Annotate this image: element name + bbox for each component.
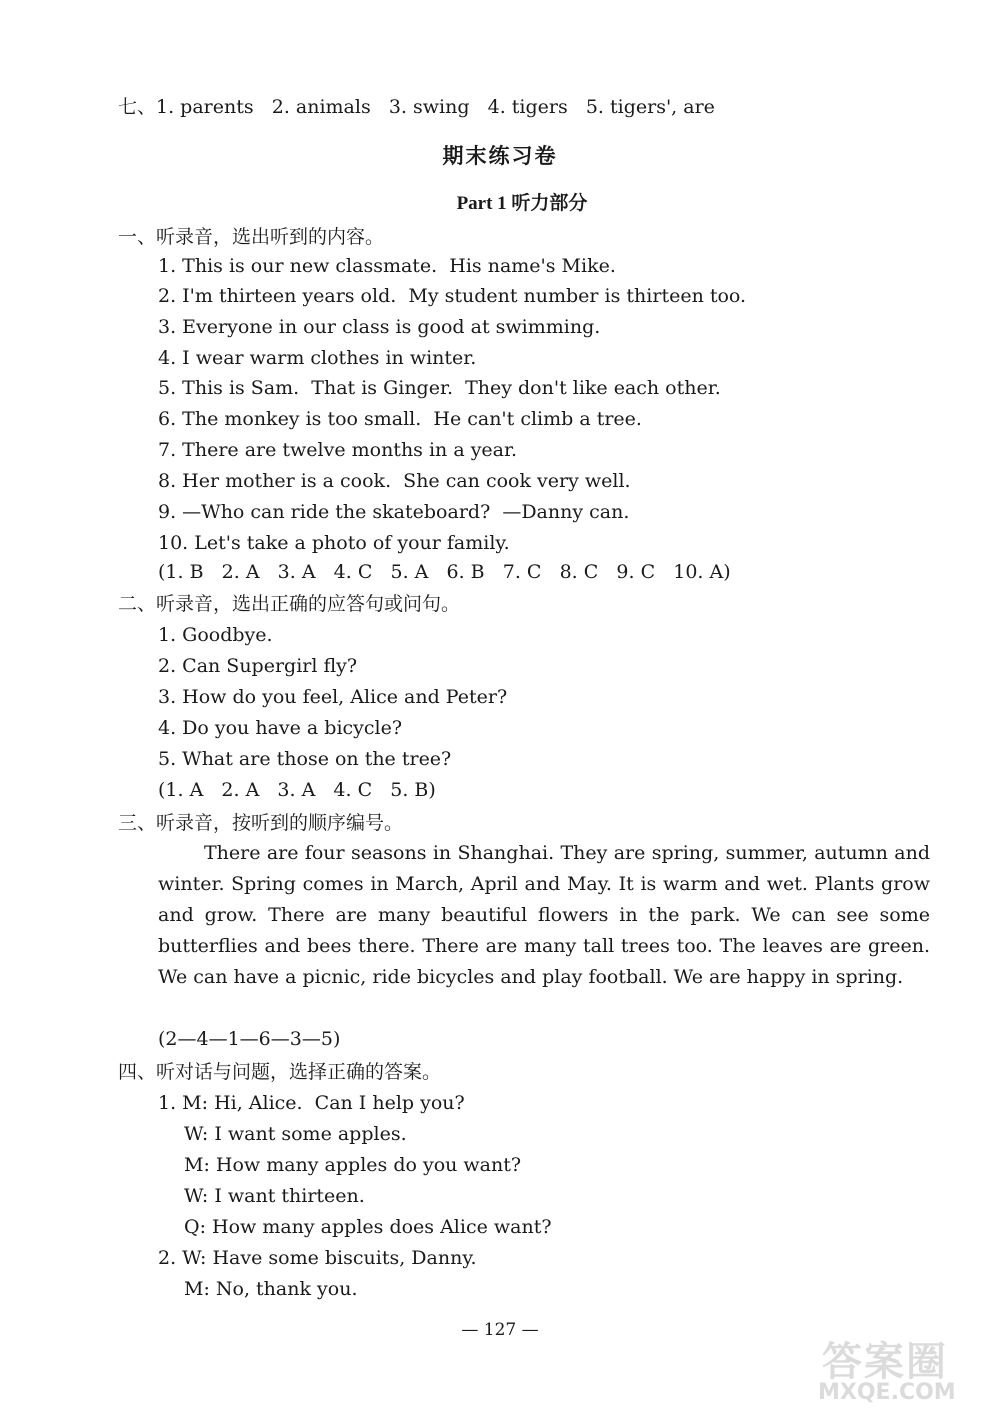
page-title: 期末练习卷 (442, 144, 558, 168)
watermark-logo (812, 1330, 992, 1410)
answer-line-seven: 七、1. parents 2. animals 3. swing 4. tigers 5. tigers', are (118, 96, 715, 118)
section-1-heading: 一、听录音，选出听到的内容。 (118, 226, 385, 248)
dialogue-line: 2. W: Have some biscuits, Danny. (158, 1247, 477, 1269)
section-4-heading: 四、听对话与问题，选择正确的答案。 (118, 1061, 442, 1083)
section-2-item: 2. Can Supergirl fly? (158, 655, 358, 677)
section-2-item: 3. How do you feel, Alice and Peter? (158, 686, 508, 708)
section-1-item: 1. This is our new classmate. His name's Mike. (158, 255, 616, 277)
watermark-text-en: MXQE.COM (818, 1380, 956, 1405)
section-2-item: 5. What are those on the tree? (158, 748, 452, 770)
dialogue-line: Q: How many apples does Alice want? (184, 1216, 552, 1238)
dialogue-line: M: No, thank you. (184, 1278, 358, 1300)
section-2-item: 1. Goodbye. (158, 624, 273, 646)
section-3-heading: 三、听录音，按听到的顺序编号。 (118, 812, 404, 834)
section-1-item: 7. There are twelve months in a year. (158, 439, 518, 461)
section-3-answers: (2—4—1—6—3—5) (158, 1028, 341, 1050)
section-2-answers: (1. A 2. A 3. A 4. C 5. B) (158, 779, 436, 801)
dialogue-line: M: How many apples do you want? (184, 1154, 522, 1176)
dialogue-line: 1. M: Hi, Alice. Can I help you? (158, 1092, 465, 1114)
section-1-item: 8. Her mother is a cook. She can cook very well. (158, 470, 631, 492)
part-heading: Part 1 听力部分 (456, 193, 588, 214)
section-1-item: 6. The monkey is too small. He can't climb a tree. (158, 408, 642, 430)
dialogue-line: W: I want some apples. (184, 1123, 407, 1145)
section-1-answers: (1. B 2. A 3. A 4. C 5. A 6. B 7. C 8. C 9. C 10. A) (158, 561, 731, 583)
section-1-item: 4. I wear warm clothes in winter. (158, 347, 477, 369)
dialogue-line: W: I want thirteen. (184, 1185, 365, 1207)
section-2-item: 4. Do you have a bicycle? (158, 717, 403, 739)
section-3-paragraph: There are four seasons in Shanghai. They are spring, summer, autumn and winter. Spring comes in March, April and May. It is warm and wet. Plants grow and grow. There are many beautiful flowers in the park. We can see some butterflies and bees there. There are many tall trees too. The leaves are green. We can have a picnic, ride bicycles and play football. We are happy in spring. (158, 842, 930, 988)
section-1-item: 2. I'm thirteen years old. My student number is thirteen too. (158, 285, 747, 307)
section-1-item: 10. Let's take a photo of your family. (158, 532, 510, 554)
section-2-heading: 二、听录音，选出正确的应答句或问句。 (118, 593, 461, 615)
section-1-item: 9. —Who can ride the skateboard? —Danny can. (158, 501, 630, 523)
page-number: — 127 — (461, 1320, 539, 1340)
watermark-text-cn: 答案圈 (822, 1339, 948, 1385)
section-1-item: 3. Everyone in our class is good at swimming. (158, 316, 601, 338)
section-1-item: 5. This is Sam. That is Ginger. They don't like each other. (158, 377, 721, 399)
